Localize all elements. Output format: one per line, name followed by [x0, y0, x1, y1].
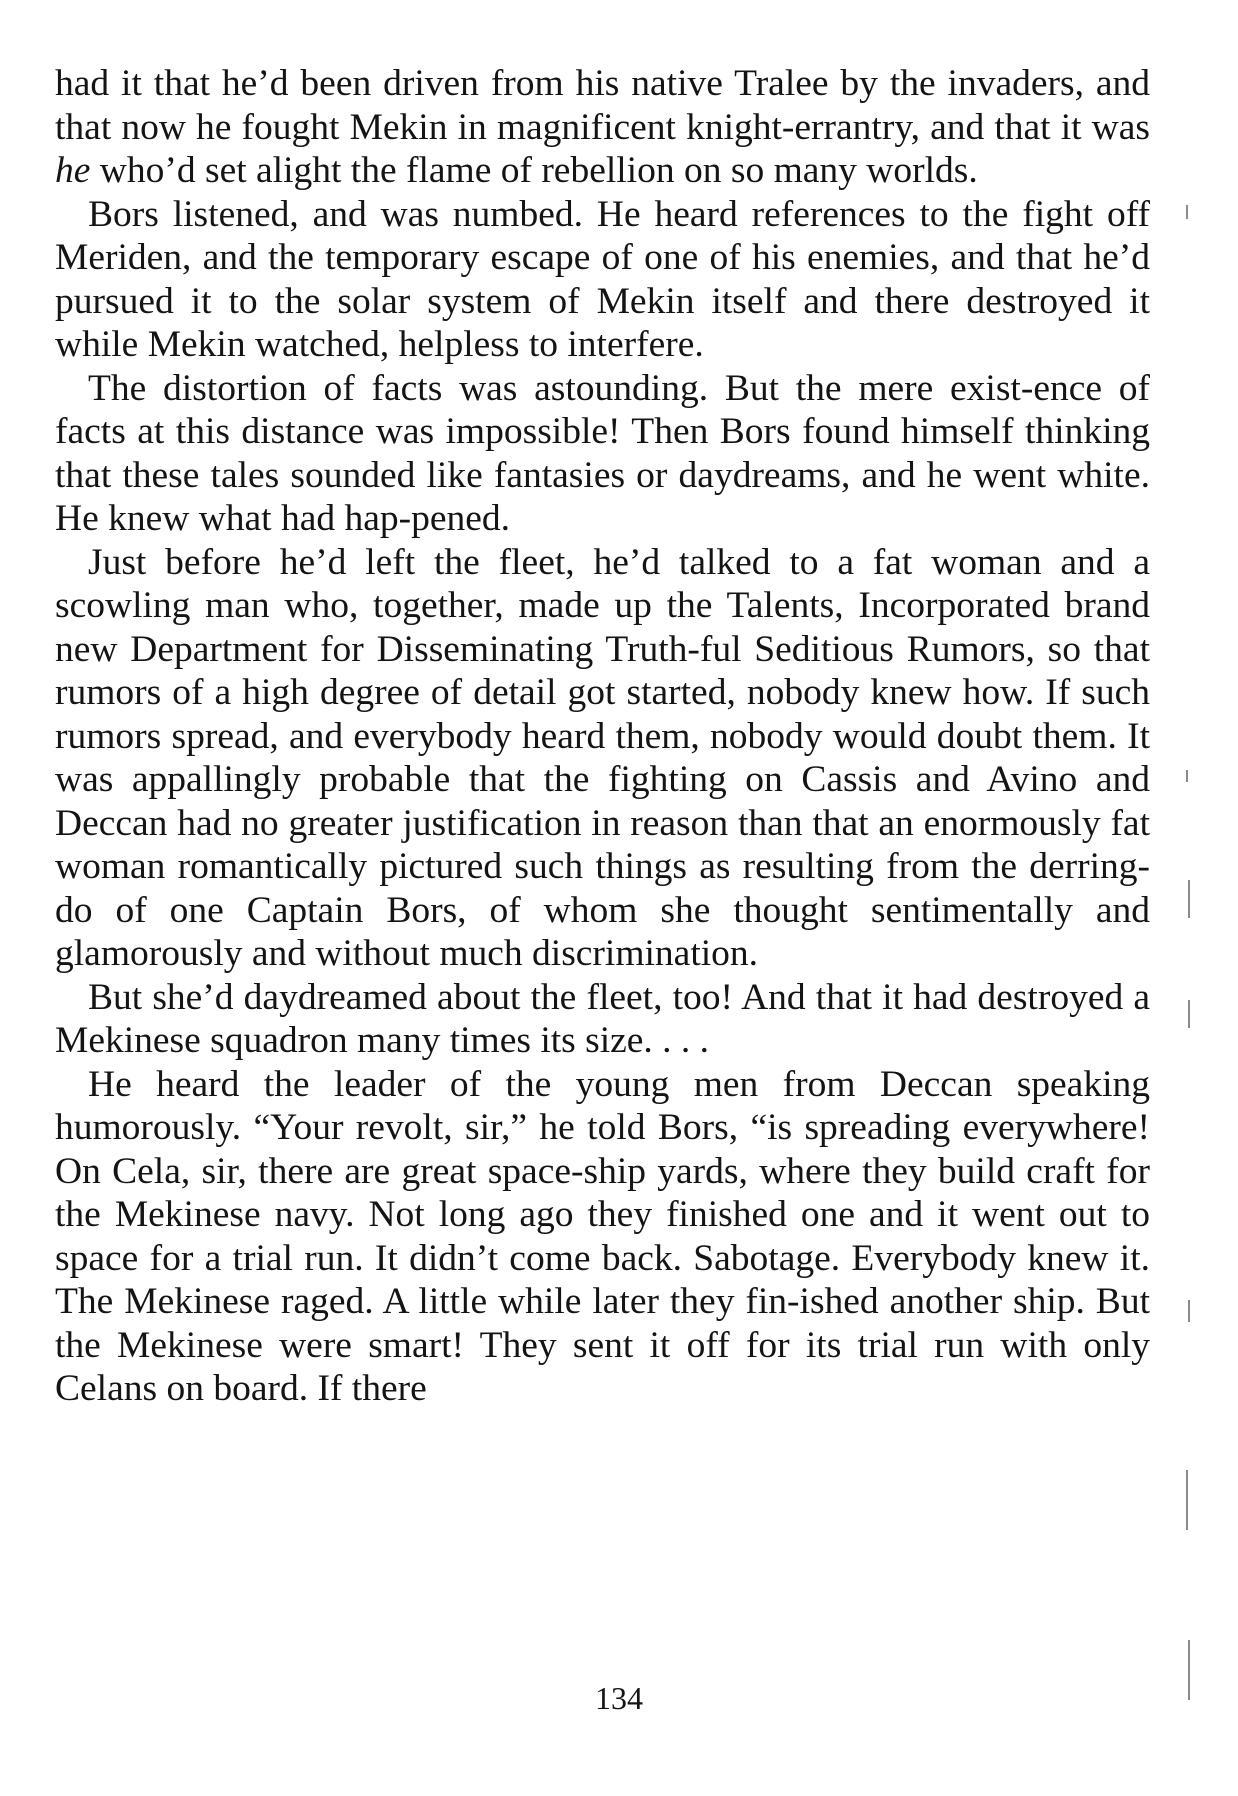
paragraph — [55, 1063, 1150, 1411]
scan-edge-mark — [1186, 1470, 1188, 1530]
paragraph — [55, 541, 1150, 976]
paragraph-text: The distortion of facts was astounding. But the mere exist-ence of facts at this distance was impossible! Then Bors found himself thinking that these tales sounded like fantasies or daydreams, and he went white. He knew what had hap-pened. — [55, 367, 1150, 539]
paragraph — [55, 976, 1150, 1063]
scan-edge-mark — [1188, 880, 1190, 918]
paragraph — [55, 62, 1150, 193]
paragraph-text: He heard the leader of the young men from Deccan speaking humorously. “Your revolt, sir,” he told Bors, “is spreading everywhere! On Cela, sir, there are great space-ship yards, where they build craft for the Mekinese navy. Not long ago they finished one and it went out to space for a trial run. It didn’t come back. Sabotage. Everybody knew it. The Mekinese raged. A little while later they fin-ished another ship. But the Mekinese were smart! They sent it off for its trial run with only Celans on board. If there — [55, 1063, 1150, 1409]
paragraph-text: had it that he’d been driven from his native Tralee by the invaders, and that now he fought Mekin in magnificent knight-errantry, and that it was — [55, 63, 1150, 148]
paragraph-text: Bors listened, and was numbed. He heard references to the fight off Meriden, and the temporary escape of one of his enemies, and that he’d pursued it to the solar system of Mekin itself and there destroyed it while Mekin watched, helpless to interfere. — [55, 193, 1150, 365]
scan-edge-mark — [1188, 1000, 1190, 1028]
body-text — [55, 62, 1150, 1411]
scan-edge-mark — [1188, 1300, 1190, 1322]
page-number: 134 — [595, 1680, 643, 1716]
emphasis-text: he — [55, 150, 91, 191]
paragraph-text: who’d set alight the flame of rebellion on so many worlds. — [90, 150, 978, 191]
scan-edge-mark — [1188, 1640, 1190, 1700]
paragraph — [55, 367, 1150, 541]
paragraph-text: But she’d daydreamed about the fleet, too! And that it had destroyed a Mekinese squadron many times its size. . . . — [55, 976, 1150, 1061]
paragraph-text: Just before he’d left the fleet, he’d talked to a fat woman and a scowling man who, together, made up the Talents, Incorporated brand new Department for Disseminating Truth-ful Seditious Rumors, so that rumors of a high degree of detail got started, nobody knew how. If such rumors spread, and everybody heard them, nobody would doubt them. It was appallingly probable that the fighting on Cassis and Avino and Deccan had no greater justification in reason than that an enormously fat woman romantically pictured such things as resulting from the derring-do of one Captain Bors, of whom she thought sentimentally and glamorously and without much discrimination. — [55, 541, 1150, 974]
scan-edge-mark — [1186, 770, 1188, 782]
scan-edge-mark — [1186, 205, 1188, 219]
paragraph — [55, 193, 1150, 367]
